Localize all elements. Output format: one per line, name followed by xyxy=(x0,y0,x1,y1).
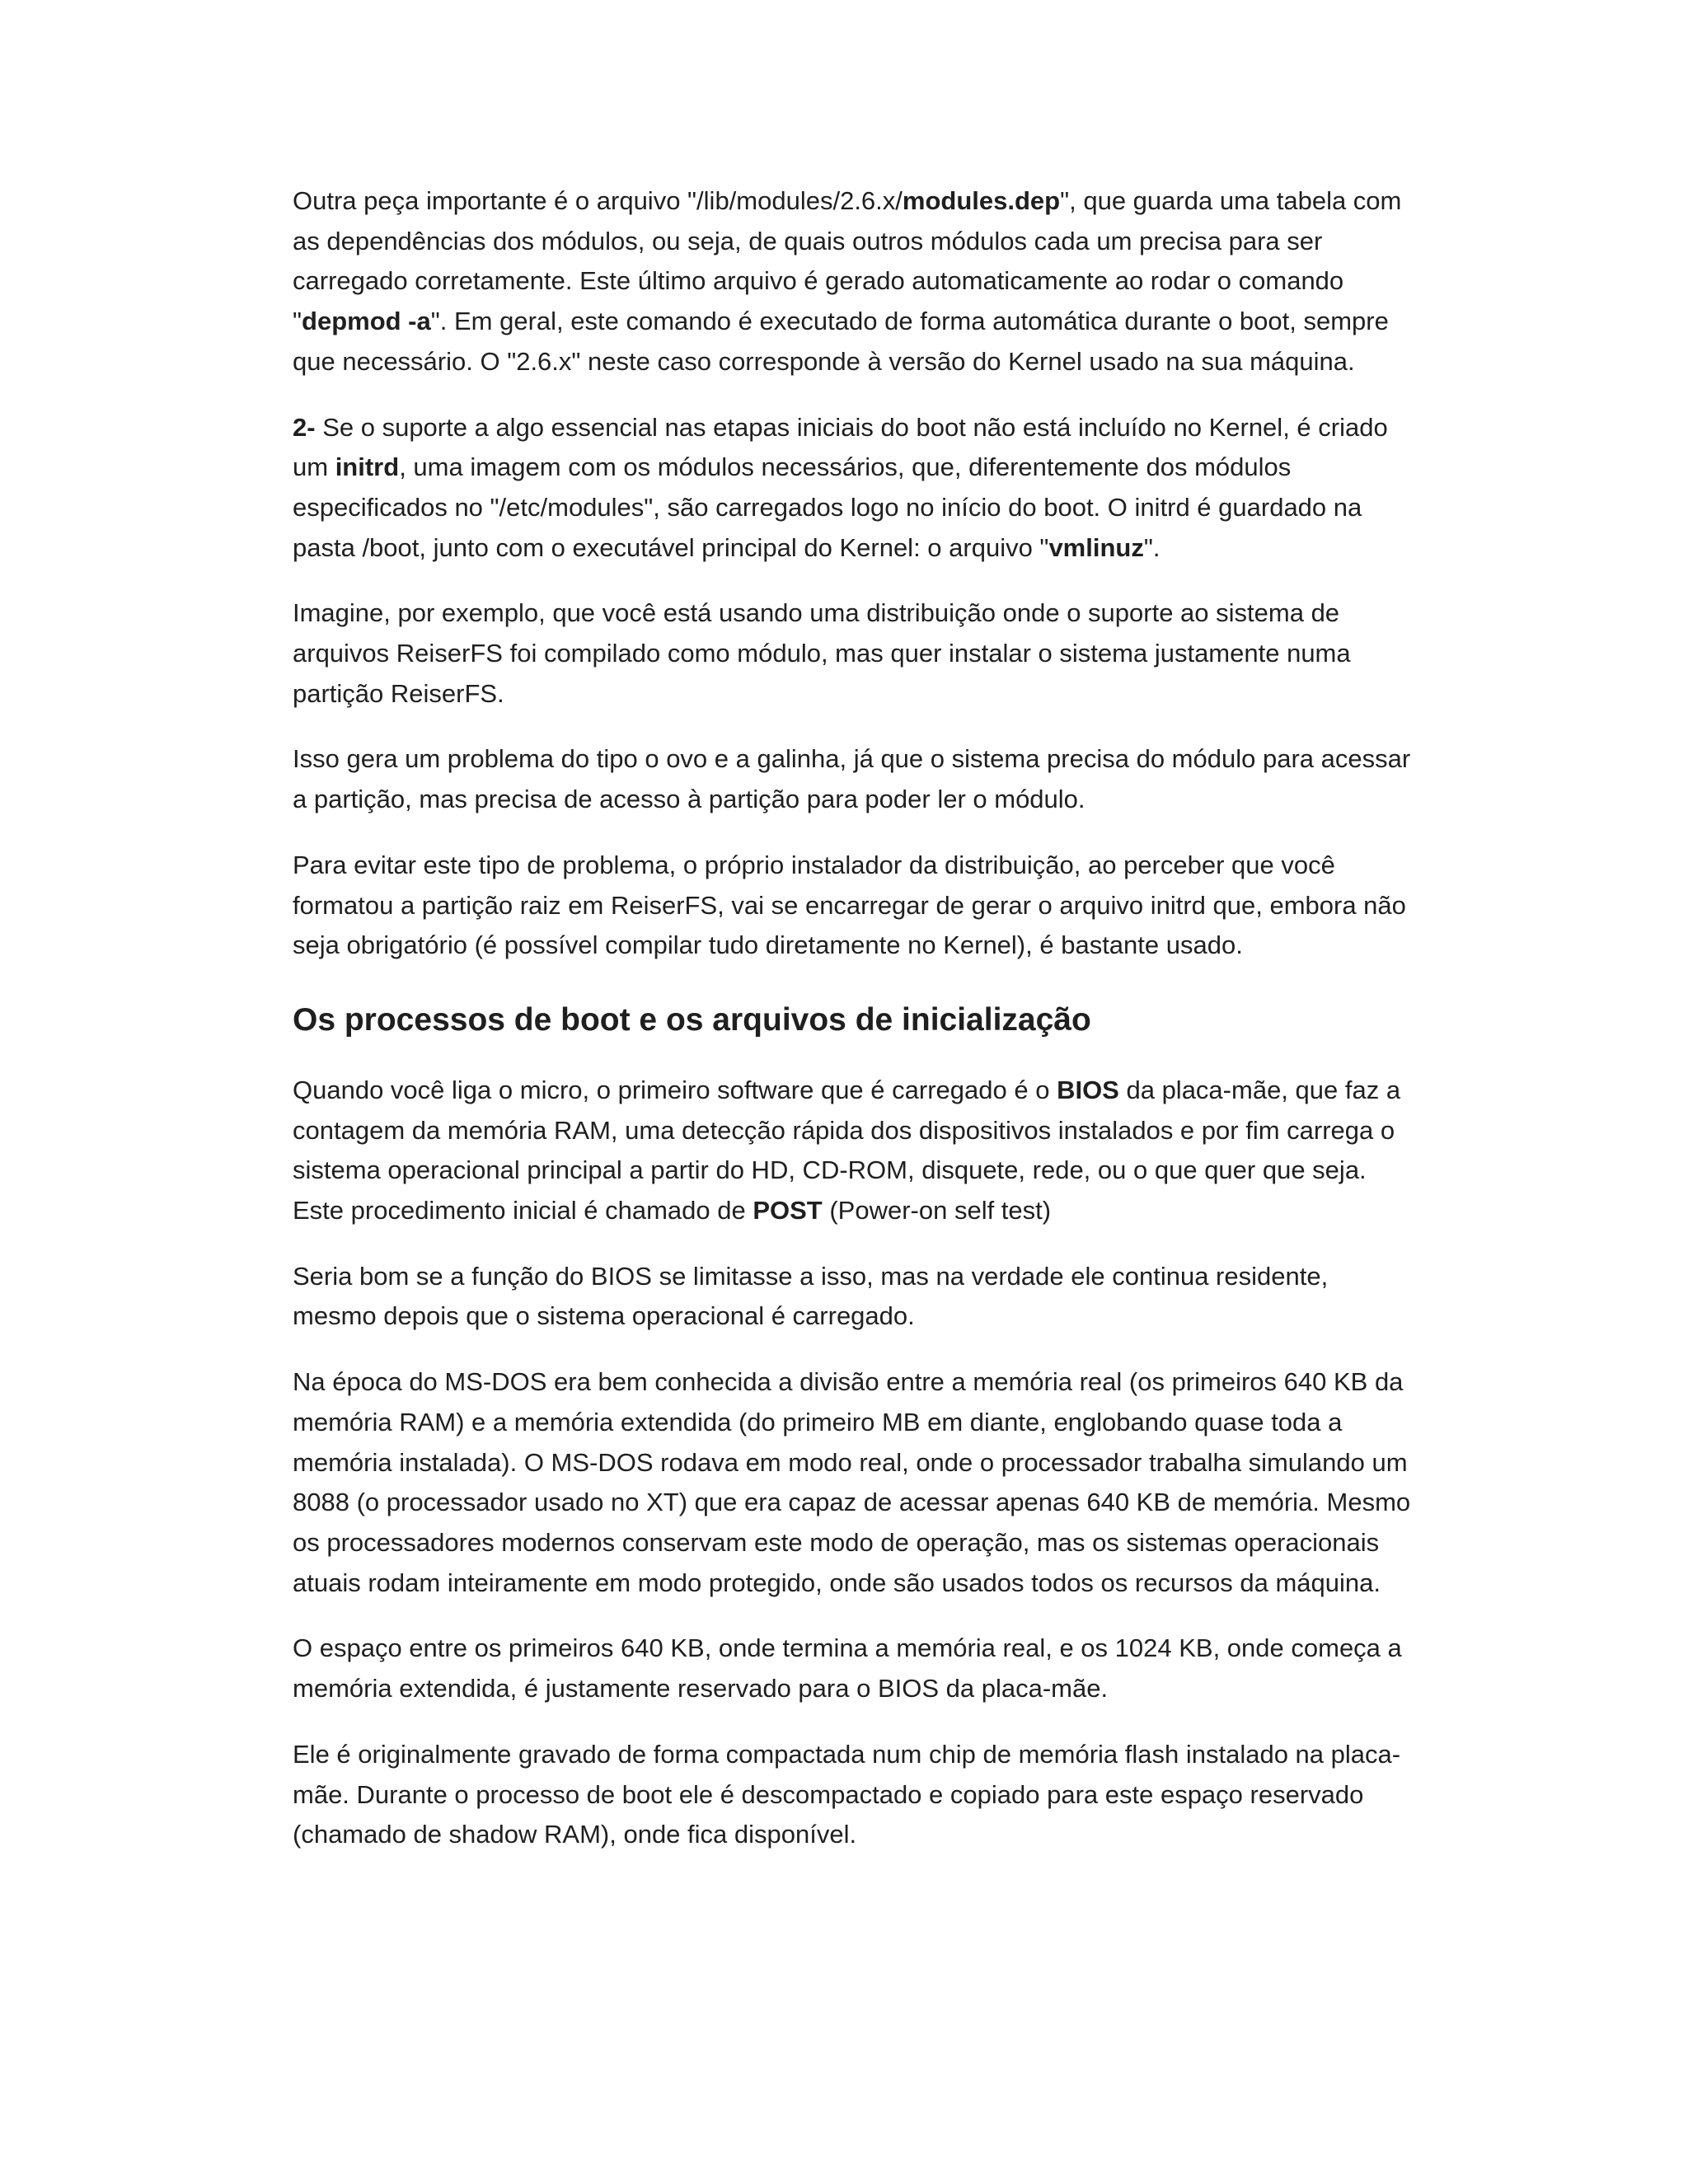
paragraph-reserved-space: O espaço entre os primeiros 640 KB, onde termina a memória real, e os 1024 KB, onde começa a memória extendida, é justamente reservado para o BIOS da placa-mãe. xyxy=(293,1633,1402,1704)
text-run: Se o suporte a algo essencial nas etapas iniciais do boot não está incluído no Kernel, é criado um xyxy=(293,412,1388,482)
section-heading: Os processos de boot e os arquivos de inicialização xyxy=(293,1001,1091,1038)
bold-filename: modules.dep xyxy=(902,186,1061,215)
paragraph-modules-dep xyxy=(293,181,1414,382)
paragraph-reiserfs-example: Imagine, por exemplo, que você está usando uma distribuição onde o suporte ao sistema de arquivos ReiserFS foi compilado como módulo, mas quer instalar o sistema justamente numa partição ReiserFS. xyxy=(293,598,1351,708)
bold-command: depmod -a xyxy=(302,307,431,336)
text-run: Outra peça importante é o arquivo "/lib/modules/2.6.x/ xyxy=(293,186,903,215)
bold-term: BIOS xyxy=(1057,1075,1119,1104)
paragraph-bios-post xyxy=(293,1071,1414,1231)
paragraph-ms-dos-memory: Na época do MS-DOS era bem conhecida a divisão entre a memória real (os primeiros 640 KB da memória RAM) e a memória extendida (do primeiro MB em diante, englobando quase toda a memória instalada). O MS-DOS rodava em modo real, onde o processador trabalha simulando um 8088 (o processador usado no XT) que era capaz de acessar apenas 640 KB de memória. Mesmo os processadores modernos conservam este modo de operação, mas os sistemas operacionais atuais rodam inteiramente em modo protegido, onde são usados todos os recursos da máquina. xyxy=(293,1367,1411,1597)
text-run: da placa-mãe, que faz a contagem da memória RAM, uma detecção rápida dos dispositivos instalados e por fim carrega o sistema operacional principal a partir do HD, CD-ROM, disquete, rede, ou o que quer que seja. Este procedimento inicial é chamado de xyxy=(293,1075,1401,1226)
paragraph-chicken-egg: Isso gera um problema do tipo o ovo e a galinha, já que o sistema precisa do módulo para acessar a partição, mas precisa de acesso à partição para poder ler o módulo. xyxy=(293,744,1411,814)
paragraph-bios-resident: Seria bom se a função do BIOS se limitasse a isso, mas na verdade ele continua residente, mesmo depois que o sistema operacional é carregado. xyxy=(293,1261,1329,1331)
paragraph-initrd xyxy=(293,408,1414,569)
text-run: (Power-on self test) xyxy=(822,1196,1052,1226)
document-page xyxy=(293,181,1414,1881)
bold-term: initrd xyxy=(335,452,400,482)
text-run: , uma imagem com os módulos necessários, que, diferentemente dos módulos especificados no "/etc/modules", são carregados logo no início do boot. O initrd é guardado na pasta /boot, junto com o executável principal do Kernel: o arquivo " xyxy=(293,452,1362,562)
text-run: Quando você liga o micro, o primeiro software que é carregado é o xyxy=(293,1075,1057,1104)
text-run: ". xyxy=(1143,532,1160,562)
bold-term: POST xyxy=(753,1196,823,1226)
paragraph-installer: Para evitar este tipo de problema, o próprio instalador da distribuição, ao perceber que você formatou a partição raiz em ReiserFS, vai se encarregar de gerar o arquivo initrd que, embora não seja obrigatório (é possível compilar tudo diretamente no Kernel), é bastante usado. xyxy=(293,850,1406,960)
text-run: ". Em geral, este comando é executado de forma automática durante o boot, sempre que necessário. O "2.6.x" neste caso corresponde à versão do Kernel usado na sua máquina. xyxy=(293,307,1389,376)
paragraph-shadow-ram: Ele é originalmente gravado de forma compactada num chip de memória flash instalado na placa-mãe. Durante o processo de boot ele é descompactado e copiado para este espaço reservado (chamado de shadow RAM), onde fica disponível. xyxy=(293,1739,1401,1849)
bold-number: 2- xyxy=(293,412,316,442)
bold-filename: vmlinuz xyxy=(1048,532,1144,562)
text-run: ", que guarda uma tabela com as dependências dos módulos, ou seja, de quais outros módulos cada um precisa para ser carregado corretamente. Este último arquivo é gerado automaticamente ao rodar o comando " xyxy=(293,186,1402,336)
